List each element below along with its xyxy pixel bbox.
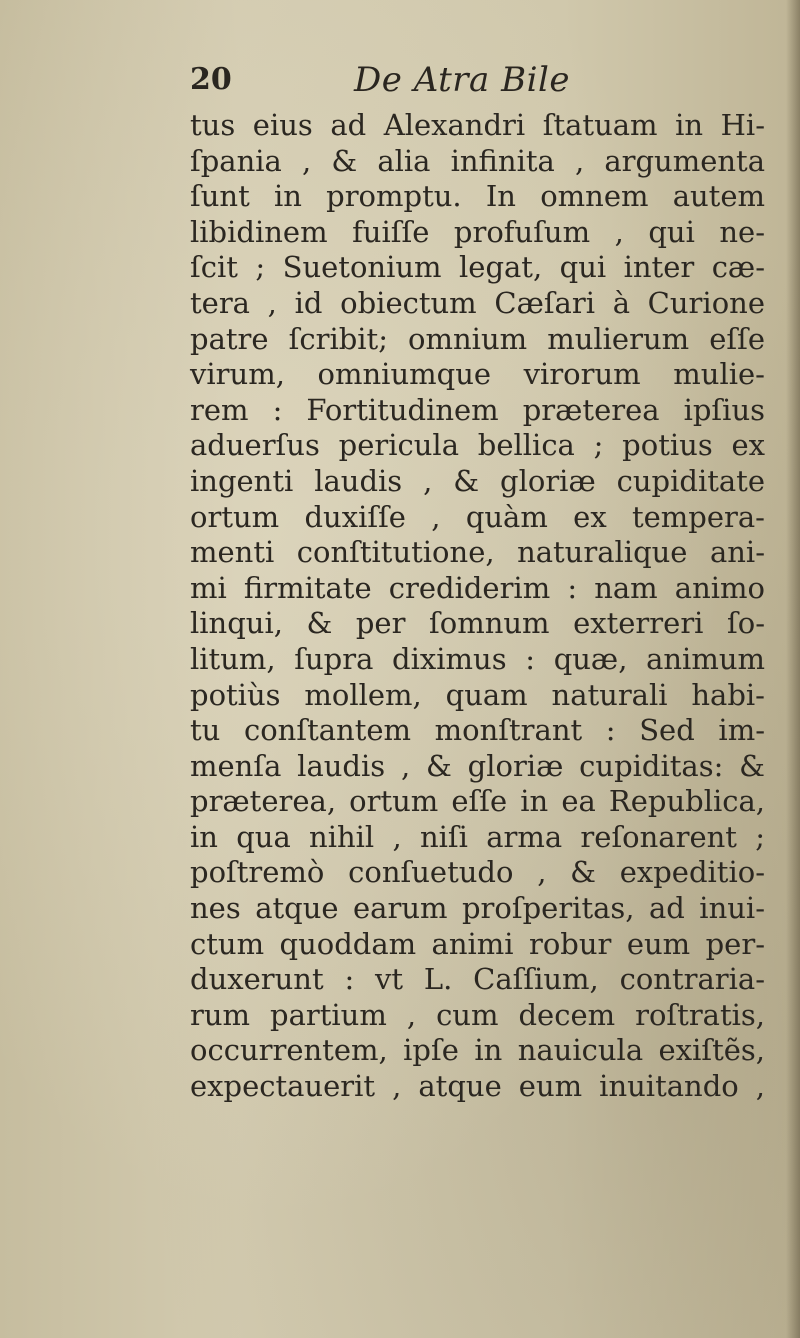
running-title: De Atra Bile	[354, 60, 570, 100]
text-line: tu conſtantem monſtrant : Sed im-	[190, 713, 765, 748]
running-head	[190, 62, 750, 112]
text-line: ortum duxiſſe , quàm ex tempera-	[190, 499, 765, 534]
text-line: nes atque earum proſperitas, ad inui-	[190, 891, 765, 926]
text-line: potiùs mollem, quam naturali habi-	[190, 677, 765, 712]
text-line: præterea, ortum eſſe in ea Republica,	[190, 784, 765, 819]
text-line: duxerunt : vt L. Caſſium, contraria-	[190, 962, 765, 997]
text-line: menſa laudis , & gloriæ cupiditas: &	[190, 748, 765, 783]
text-line: ctum quoddam animi robur eum per-	[190, 926, 765, 961]
text-line: patre ſcribit; omnium mulierum eſſe	[190, 321, 765, 356]
text-line: aduerſus pericula bellica ; potius ex	[190, 428, 765, 463]
page-gutter-shadow	[786, 0, 800, 1338]
text-line: poſtremò conſuetudo , & expeditio-	[190, 855, 765, 890]
text-line: menti conſtitutione, naturalique ani-	[190, 535, 765, 570]
text-line: virum, omniumque virorum mulie-	[190, 357, 765, 392]
text-line: litum, ſupra diximus : quæ, animum	[190, 641, 765, 676]
text-line: in qua nihil , niſi arma reſonarent ;	[190, 819, 765, 854]
page-number: 20	[190, 62, 232, 97]
text-line: mi firmitate crediderim : nam animo	[190, 570, 765, 605]
text-line: tus eius ad Alexandri ſtatuam in Hi-	[190, 108, 765, 142]
text-line: rum partium , cum decem roſtratis,	[190, 997, 765, 1032]
text-line: rem : Fortitudinem præterea ipſius	[190, 392, 765, 427]
text-line: ingenti laudis , & gloriæ cupiditate	[190, 463, 765, 498]
text-line: ſpania , & alia infinita , argumenta	[190, 143, 765, 178]
text-line: tera , id obiectum Cæſari à Curione	[190, 285, 765, 320]
text-body	[190, 108, 765, 1105]
text-line: expectauerit , atque eum inuitando ,	[190, 1069, 765, 1104]
text-line: linqui, & per ſomnum exterreri ſo-	[190, 606, 765, 641]
text-line: ſcit ; Suetonium legat, qui inter cæ-	[190, 250, 765, 285]
text-line: libidinem fuiſſe profuſum , qui ne-	[190, 214, 765, 249]
text-line: ſunt in promptu. In omnem autem	[190, 179, 765, 214]
text-line: occurrentem, ipſe in nauicula exiſtẽs,	[190, 1033, 765, 1068]
